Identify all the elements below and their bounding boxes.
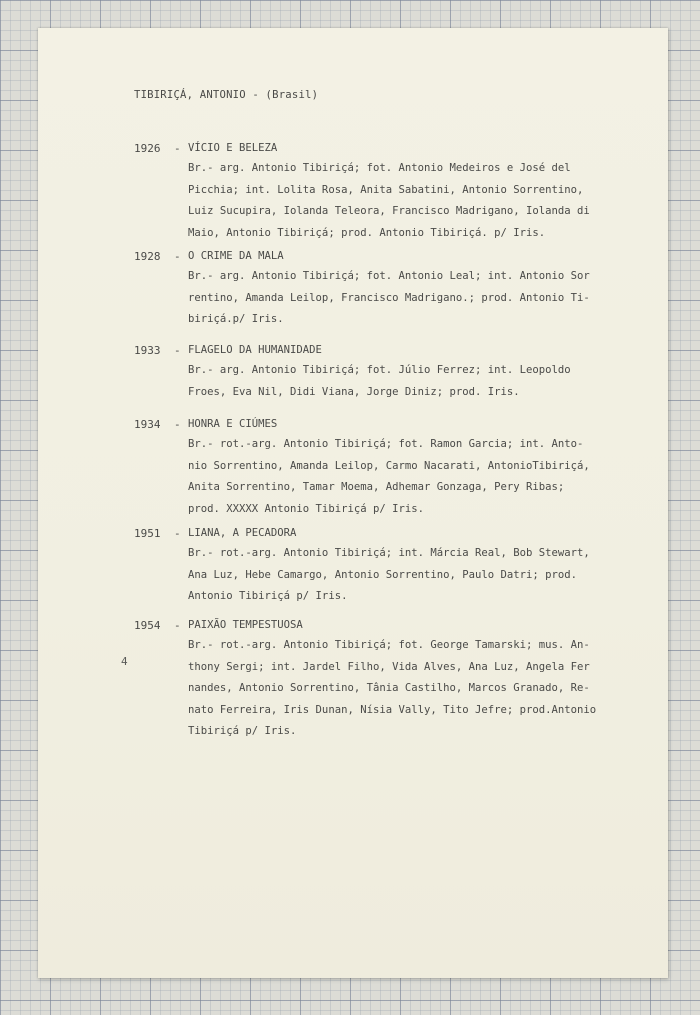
credit-line: thony Sergi; int. Jardel Filho, Vida Alves, Ana Luz, Angela Fer <box>188 660 590 673</box>
credit-line: Luiz Sucupira, Iolanda Teleora, Francisco Madrigano, Iolanda di <box>188 205 590 217</box>
credit-line: Br.- arg. Antonio Tibiriçá; fot. Antonio Medeiros e José del <box>188 162 571 174</box>
entry-title: O CRIME DA MALA <box>188 250 284 262</box>
film-entry-1951 <box>134 524 590 608</box>
credit-line: prod. XXXXX Antonio Tibiriçá p/ Iris. <box>188 502 424 515</box>
credit-line: Br.- arg. Antonio Tibiriçá; fot. Antonio Leal; int. Antonio Sor <box>188 270 590 282</box>
typed-page <box>38 28 668 978</box>
entry-credits <box>188 266 590 331</box>
entry-dash: - <box>174 250 181 263</box>
page-header: TIBIRIÇÁ, ANTONIO - (Brasil) <box>134 89 319 101</box>
credit-line: Anita Sorrentino, Tamar Moema, Adhemar Gonzaga, Pery Ribas; <box>188 481 565 493</box>
credit-line: Br.- rot.-arg. Antonio Tibiriçá; int. Márcia Real, Bob Stewart, <box>188 547 590 559</box>
credit-line: Br.- rot.-arg. Antonio Tibiriçá; fot. Ramon Garcia; int. Anto- <box>188 438 584 450</box>
film-entry-1934 <box>134 415 590 520</box>
credit-line: Tibiriçá p/ Iris. <box>188 725 297 737</box>
credit-line: biriçá.p/ Iris. <box>188 313 284 325</box>
entry-credits <box>188 635 596 743</box>
credit-line: Antonio Tibiriçá p/ Iris. <box>188 590 348 602</box>
credit-line: nandes, Antonio Sorrentino, Tânia Castilho, Marcos Granado, Re- <box>188 682 590 694</box>
film-entry-1954 <box>134 616 596 743</box>
credit-line: Froes, Eva Nil, Didi Viana, Jorge Diniz; prod. Iris. <box>188 385 520 398</box>
entry-credits <box>188 543 590 608</box>
credit-line: nio Sorrentino, Amanda Leilop, Carmo Nacarati, AntonioTibiriçá, <box>188 459 590 472</box>
entry-year: 1954 <box>134 619 161 632</box>
credit-line: nato Ferreira, Iris Dunan, Nísia Vally, Tito Jefre; prod.Antonio <box>188 703 597 716</box>
credit-line: Picchia; int. Lolita Rosa, Anita Sabatini, Antonio Sorrentino, <box>188 183 584 196</box>
credit-line: Maio, Antonio Tibiriçá; prod. Antonio Tibiriçá. p/ Iris. <box>188 226 546 239</box>
entry-year: 1951 <box>134 527 161 540</box>
entry-title: VÍCIO E BELEZA <box>188 142 278 154</box>
entry-title: FLAGELO DA HUMANIDADE <box>188 344 322 356</box>
entry-dash: - <box>174 527 181 540</box>
entry-dash: - <box>174 418 181 431</box>
entry-year: 1934 <box>134 418 161 431</box>
entry-credits <box>188 158 590 244</box>
entry-title: LIANA, A PECADORA <box>188 527 297 539</box>
film-entry-1928 <box>134 247 590 331</box>
entry-credits <box>188 360 571 403</box>
credit-line: rentino, Amanda Leilop, Francisco Madrigano.; prod. Antonio Ti- <box>188 291 590 304</box>
entry-credits <box>188 434 590 520</box>
entry-title: PAIXÃO TEMPESTUOSA <box>188 619 303 631</box>
entry-title: HONRA E CIÚMES <box>188 418 278 430</box>
credit-line: Br.- arg. Antonio Tibiriçá; fot. Júlio Ferrez; int. Leopoldo <box>188 364 571 376</box>
credit-line: Br.- rot.-arg. Antonio Tibiriçá; fot. George Tamarski; mus. An- <box>188 639 590 651</box>
entry-year: 1926 <box>134 142 161 155</box>
entry-dash: - <box>174 619 181 632</box>
credit-line: Ana Luz, Hebe Camargo, Antonio Sorrentino, Paulo Datri; prod. <box>188 568 578 581</box>
entry-dash: - <box>174 344 181 357</box>
margin-note: 4 <box>121 655 128 668</box>
film-entry-1926 <box>134 139 590 244</box>
film-entry-1933 <box>134 341 571 403</box>
entry-year: 1933 <box>134 344 161 357</box>
entry-year: 1928 <box>134 250 161 263</box>
entry-dash: - <box>174 142 181 155</box>
